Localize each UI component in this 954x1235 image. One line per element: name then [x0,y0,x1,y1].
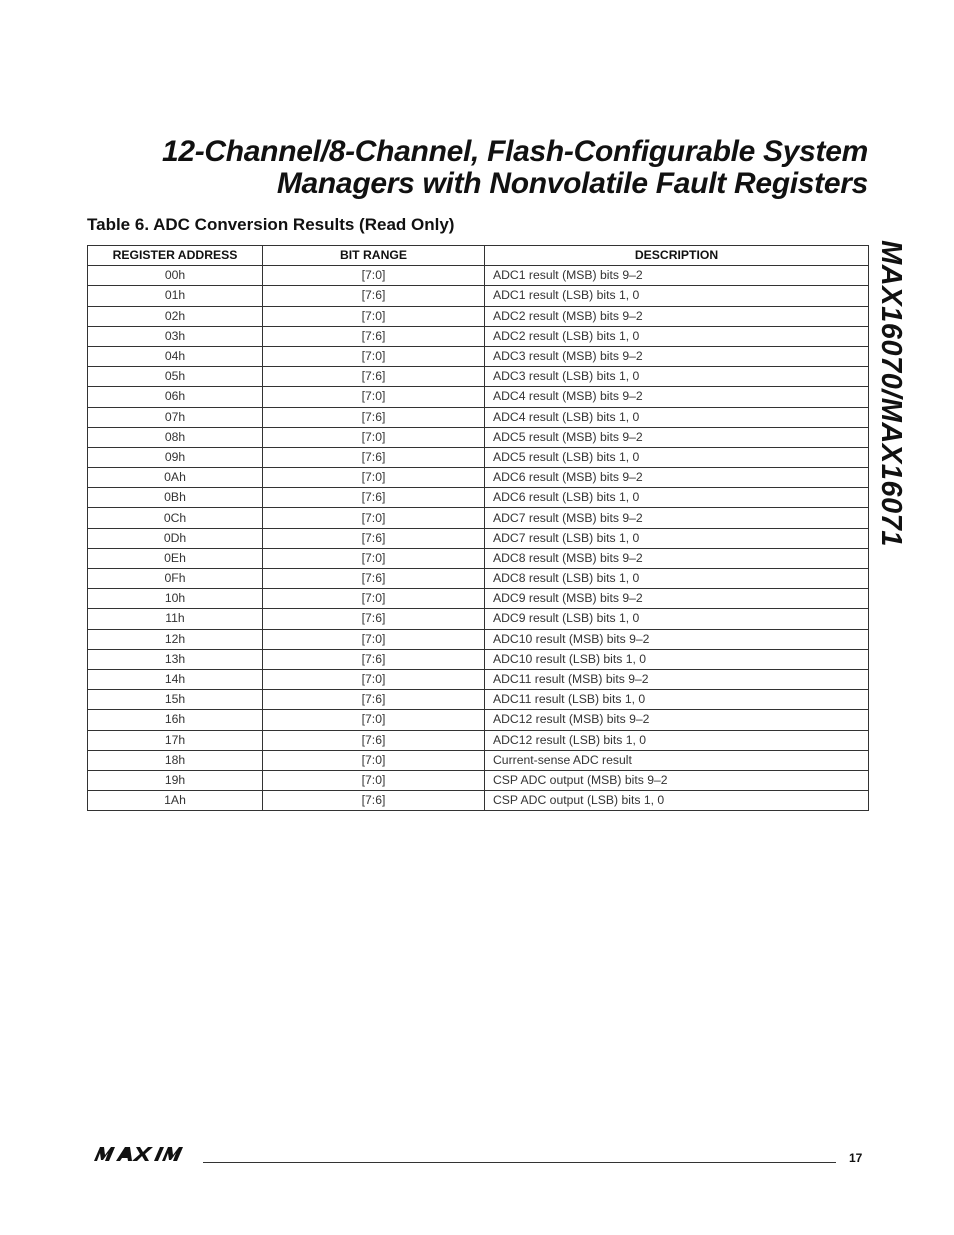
header-bit-range: BIT RANGE [263,246,485,266]
table-row [88,791,869,811]
cell-bit-range: [7:6] [263,528,485,548]
cell-description: ADC7 result (LSB) bits 1, 0 [485,528,869,548]
table-row [88,730,869,750]
cell-bit-range: [7:6] [263,569,485,589]
table-row [88,669,869,689]
table-caption: Table 6. ADC Conversion Results (Read Only) [87,215,455,234]
table-row [88,326,869,346]
header-description: DESCRIPTION [485,246,869,266]
cell-description: ADC10 result (LSB) bits 1, 0 [485,649,869,669]
cell-bit-range: [7:6] [263,730,485,750]
table-row [88,690,869,710]
cell-description: ADC8 result (MSB) bits 9–2 [485,548,869,568]
cell-register-address: 08h [88,427,263,447]
table-row [88,770,869,790]
cell-bit-range: [7:0] [263,669,485,689]
cell-register-address: 0Fh [88,569,263,589]
table-row [88,589,869,609]
cell-description: CSP ADC output (MSB) bits 9–2 [485,770,869,790]
table-row [88,286,869,306]
document-title [162,136,868,200]
cell-register-address: 02h [88,306,263,326]
cell-description: ADC6 result (MSB) bits 9–2 [485,468,869,488]
cell-description: ADC5 result (LSB) bits 1, 0 [485,447,869,467]
table-row [88,266,869,286]
cell-bit-range: [7:0] [263,710,485,730]
cell-bit-range: [7:6] [263,791,485,811]
cell-register-address: 11h [88,609,263,629]
document-title-line-1: 12-Channel/8-Channel, Flash-Configurable System [161,135,868,168]
cell-register-address: 06h [88,387,263,407]
cell-description: ADC12 result (MSB) bits 9–2 [485,710,869,730]
cell-bit-range: [7:6] [263,609,485,629]
cell-register-address: 03h [88,326,263,346]
cell-description: ADC1 result (MSB) bits 9–2 [485,266,869,286]
table-row [88,427,869,447]
cell-bit-range: [7:0] [263,629,485,649]
table-row [88,508,869,528]
cell-bit-range: [7:6] [263,367,485,387]
cell-register-address: 13h [88,649,263,669]
cell-register-address: 1Ah [88,791,263,811]
table-row [88,649,869,669]
cell-description: ADC9 result (MSB) bits 9–2 [485,589,869,609]
footer-rule [203,1162,836,1163]
cell-register-address: 00h [88,266,263,286]
cell-description: ADC2 result (MSB) bits 9–2 [485,306,869,326]
table-body [88,266,869,811]
cell-description: ADC4 result (MSB) bits 9–2 [485,387,869,407]
cell-description: ADC11 result (MSB) bits 9–2 [485,669,869,689]
cell-register-address: 0Ch [88,508,263,528]
cell-description: ADC12 result (LSB) bits 1, 0 [485,730,869,750]
cell-bit-range: [7:0] [263,346,485,366]
table-row [88,609,869,629]
table-row [88,548,869,568]
cell-description: ADC4 result (LSB) bits 1, 0 [485,407,869,427]
table-row [88,488,869,508]
table-header-row [88,246,869,266]
cell-bit-range: [7:0] [263,589,485,609]
table-row [88,407,869,427]
cell-description: ADC2 result (LSB) bits 1, 0 [485,326,869,346]
cell-register-address: 18h [88,750,263,770]
cell-register-address: 16h [88,710,263,730]
cell-description: CSP ADC output (LSB) bits 1, 0 [485,791,869,811]
cell-bit-range: [7:6] [263,326,485,346]
table-row [88,629,869,649]
cell-bit-range: [7:6] [263,407,485,427]
cell-bit-range: [7:0] [263,427,485,447]
cell-bit-range: [7:6] [263,488,485,508]
part-number-text: MAX16070/MAX16071 [874,239,907,547]
cell-bit-range: [7:0] [263,387,485,407]
cell-bit-range: [7:0] [263,770,485,790]
cell-description: ADC1 result (LSB) bits 1, 0 [485,286,869,306]
maxim-logo [90,1145,202,1168]
page-number: 17 [849,1151,863,1165]
cell-description: ADC6 result (LSB) bits 1, 0 [485,488,869,508]
cell-bit-range: [7:6] [263,447,485,467]
table-row [88,750,869,770]
cell-bit-range: [7:6] [263,690,485,710]
table-row [88,346,869,366]
cell-description: ADC10 result (MSB) bits 9–2 [485,629,869,649]
part-number-side-label [870,212,910,574]
cell-description: ADC9 result (LSB) bits 1, 0 [485,609,869,629]
table-row [88,569,869,589]
cell-register-address: 09h [88,447,263,467]
cell-register-address: 05h [88,367,263,387]
table-row [88,447,869,467]
cell-register-address: 19h [88,770,263,790]
cell-bit-range: [7:0] [263,508,485,528]
header-register-address: REGISTER ADDRESS [88,246,263,266]
cell-bit-range: [7:0] [263,306,485,326]
table-row [88,710,869,730]
cell-bit-range: [7:0] [263,266,485,286]
cell-description: ADC7 result (MSB) bits 9–2 [485,508,869,528]
table-row [88,367,869,387]
adc-results-table [87,245,869,811]
cell-register-address: 04h [88,346,263,366]
cell-bit-range: [7:6] [263,649,485,669]
cell-description: ADC8 result (LSB) bits 1, 0 [485,569,869,589]
cell-register-address: 12h [88,629,263,649]
cell-description: ADC3 result (LSB) bits 1, 0 [485,367,869,387]
cell-description: ADC5 result (MSB) bits 9–2 [485,427,869,447]
table-row [88,528,869,548]
cell-bit-range: [7:0] [263,750,485,770]
cell-register-address: 0Bh [88,488,263,508]
cell-register-address: 0Eh [88,548,263,568]
table-row [88,387,869,407]
cell-register-address: 10h [88,589,263,609]
cell-description: ADC3 result (MSB) bits 9–2 [485,346,869,366]
cell-register-address: 0Ah [88,468,263,488]
cell-description: Current-sense ADC result [485,750,869,770]
maxim-logo-icon [90,1145,202,1163]
cell-bit-range: [7:6] [263,286,485,306]
cell-register-address: 15h [88,690,263,710]
cell-register-address: 14h [88,669,263,689]
cell-bit-range: [7:0] [263,548,485,568]
cell-register-address: 0Dh [88,528,263,548]
table-row [88,306,869,326]
cell-register-address: 07h [88,407,263,427]
cell-register-address: 01h [88,286,263,306]
cell-register-address: 17h [88,730,263,750]
cell-description: ADC11 result (LSB) bits 1, 0 [485,690,869,710]
table-row [88,468,869,488]
cell-bit-range: [7:0] [263,468,485,488]
document-title-line-2: Managers with Nonvolatile Fault Registers [276,167,868,200]
